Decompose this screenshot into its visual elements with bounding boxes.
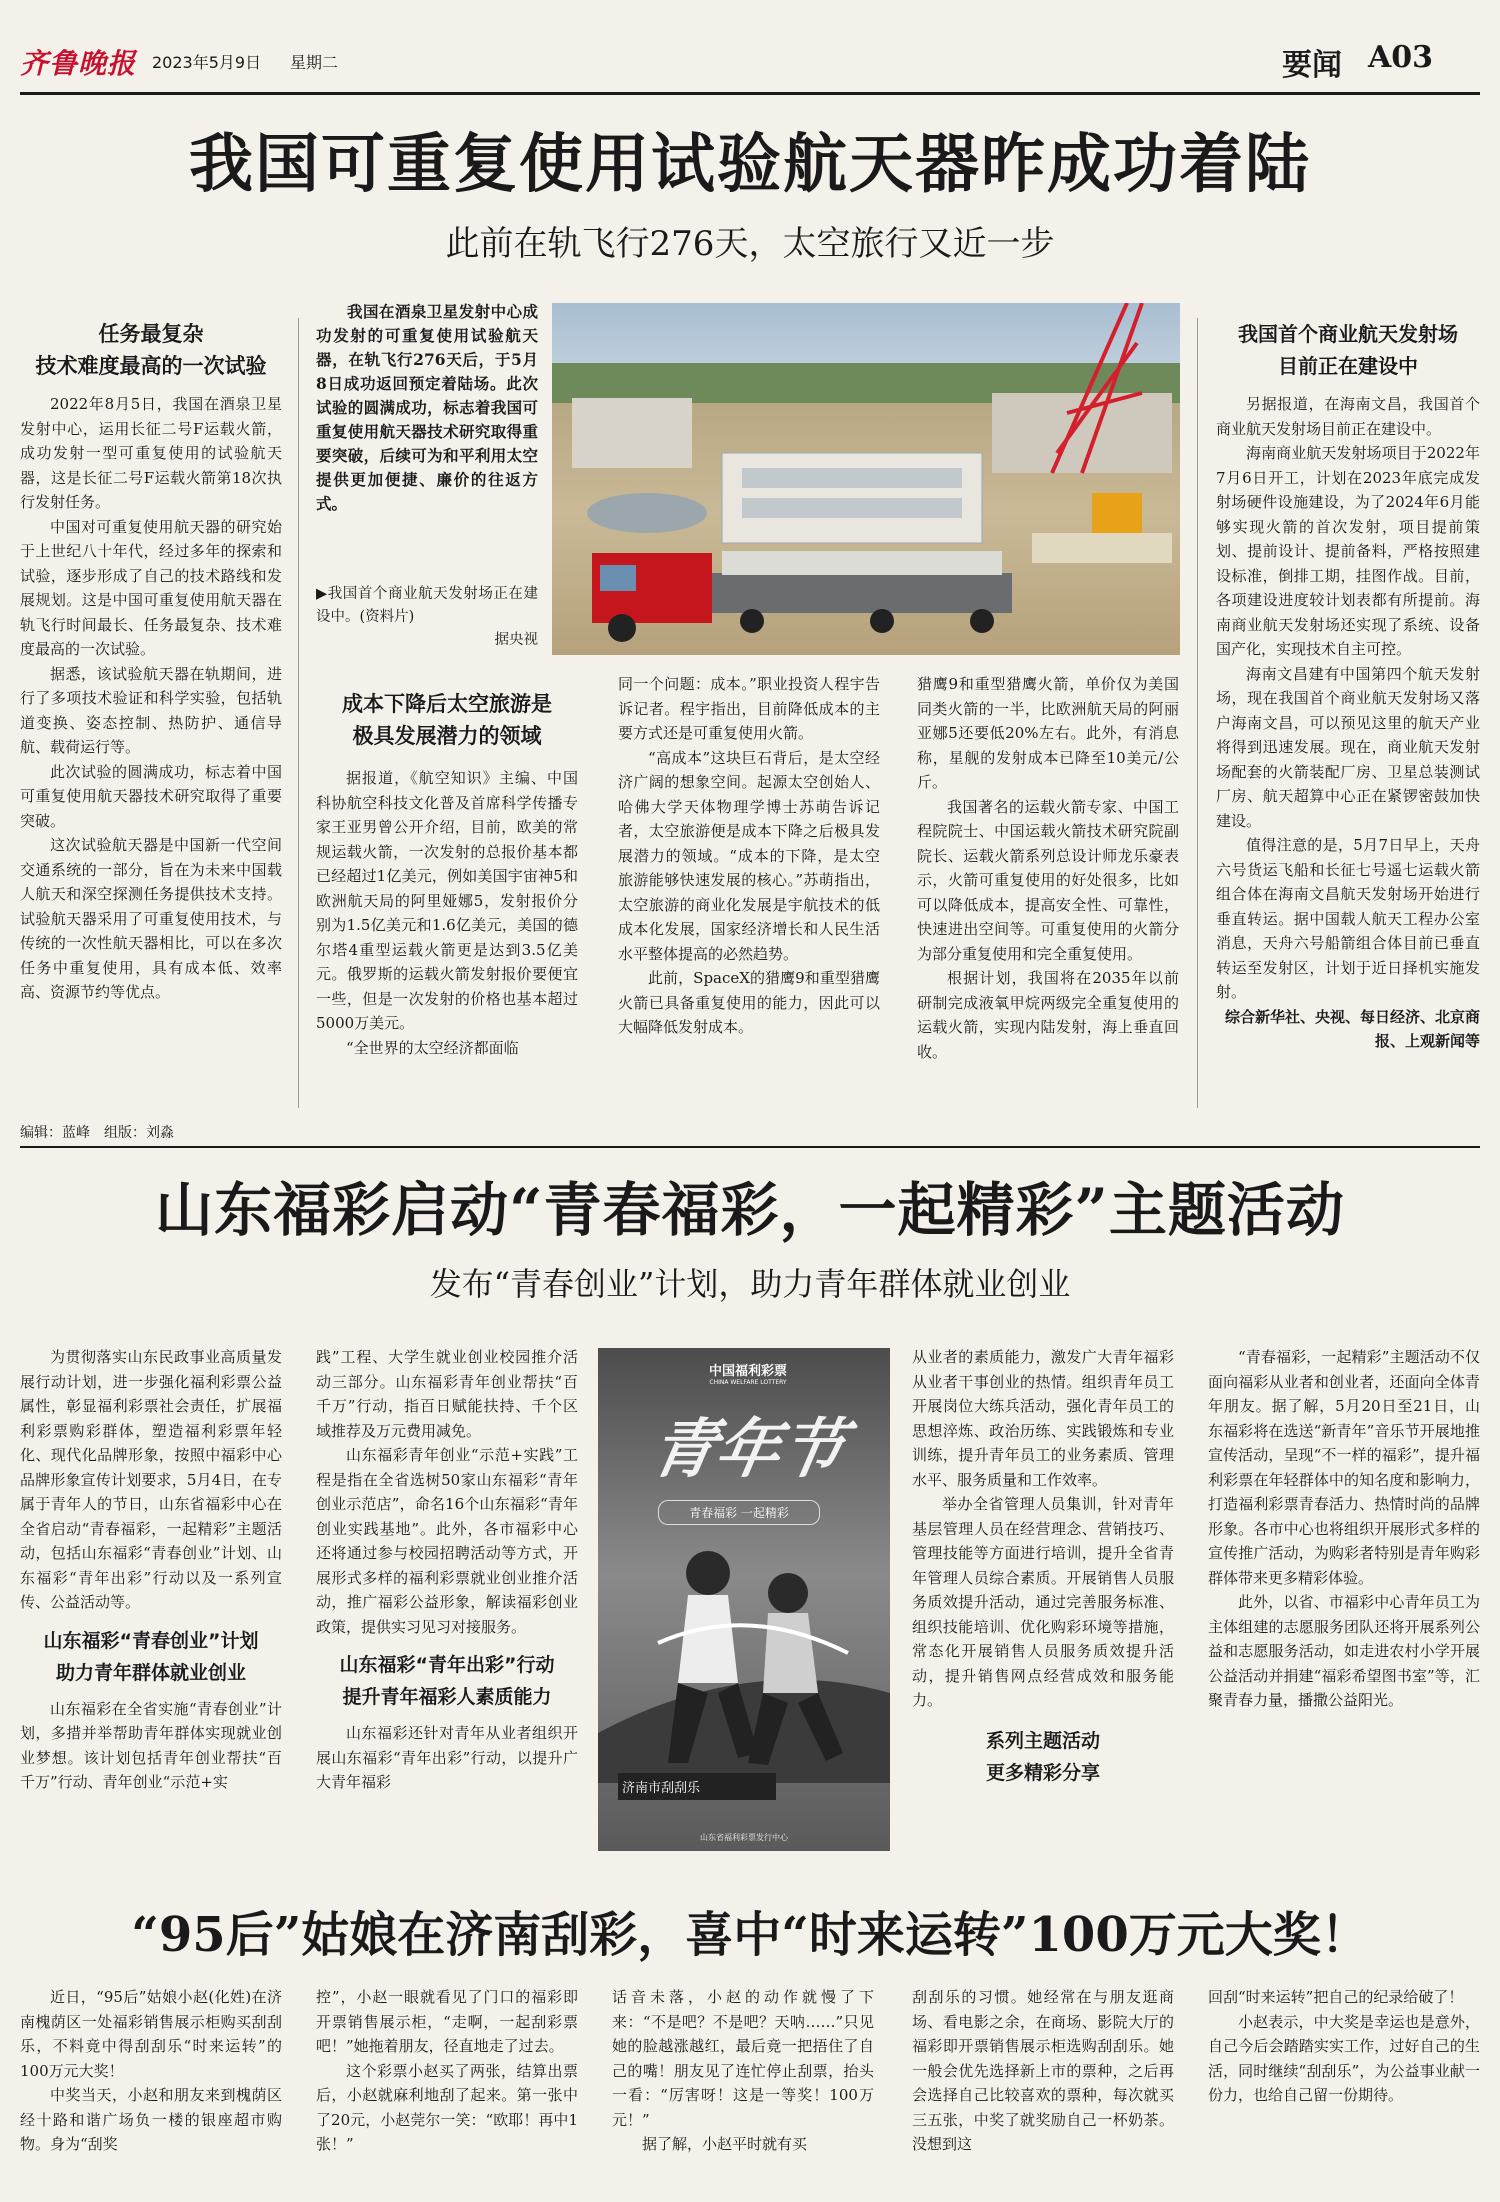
story2-col3 xyxy=(912,1345,1174,1789)
masthead xyxy=(20,30,1480,92)
story1-caption-text: ▶我国首个商业航天发射场正在建设中。(资料片) xyxy=(316,586,538,625)
story1-col5-para: 另据报道，在海南文昌，我国首个商业航天发射场目前正在建设中。 xyxy=(1216,395,1480,438)
story2-col1-subhead-2: 助力青年群体就业创业 xyxy=(55,1661,246,1684)
story3-col4-para: 刮刮乐的习惯。她经常在与朋友逛商场、看电影之余，在商场、影院大厅的福彩即开票销售展示柜选购刮刮乐。她一般会优先选择新上市的票种，之后再会选择自己比较喜欢的票种，每次就买三五张，中奖了就奖励自己一杯奶茶。没想到这 xyxy=(912,1988,1174,2153)
story1-col1 xyxy=(20,318,282,1005)
editor-line: 编辑：蓝峰 组版：刘淼 xyxy=(20,1125,174,1141)
issue-date: 2023年5月9日 xyxy=(152,53,262,72)
story2-col1-para: 山东福彩在全省实施“青春创业”计划，多措并举帮助青年群体实现就业创业梦想。该计划包括青年创业帮扶“百千万”行动、青年创业“示范+实 xyxy=(20,1699,282,1791)
story2-col3-para: 从业者的素质能力，激发广大青年福彩从业者干事创业的热情。组织青年员工开展岗位大练兵活动，强化青年员工的思想淬炼、政治历练、实践锻炼和专业训练，提升青年员工的业务素质、管理水平、服务质量和工作效率。 xyxy=(912,1348,1174,1489)
poster-logo-en: CHINA WELFARE LOTTERY xyxy=(709,1379,787,1386)
running-youth-illustration-icon xyxy=(598,1533,890,1783)
story1-col5-para: 值得注意的是，5月7日早上，天舟六号货运飞船和长征七号遥七运载火箭组合体在海南文昌航天发射场开始进行垂直转运。据中国载人航天工程办公室消息，天舟六号船箭组合体目前已垂直转运至发射区，计划于近日择机实施发射。 xyxy=(1216,836,1480,1001)
story1-col2-para: 据报道，《航空知识》主编、中国科协航空科技文化普及首席科学传播专家王亚男曾公开介绍，目前，欧美的常规运载火箭，一次发射的总报价基本都已经超过1亿美元，例如美国宇宙神5和欧洲航天局的阿里娅娜5，发射报价分别为1.5亿美元和1.6亿美元，美国的德尔塔4重型运载火箭更是达到3.5亿美元。俄罗斯的运载火箭发射报价要便宜一些，但是一次发射的价格也基本超过5000万美元。 xyxy=(316,769,578,1032)
poster-tag: 青春福彩 一起精彩 xyxy=(658,1500,820,1525)
story3-headline: “95后”姑娘在济南刮彩，喜中“时来运转”100万元大奖！ xyxy=(131,1907,1369,1963)
story1-deck: 此前在轨飞行276天，太空旅行又近一步 xyxy=(445,224,1055,264)
story1-col1-para: 中国对可重复使用航天器的研究始于上世纪八十年代，经过多年的探索和试验，逐步形成了自己的技术路线和发展规划。这是中国可重复使用航天器在轨飞行时间最长、任务最复杂、技术难度最高的一次试验。 xyxy=(20,517,282,658)
page-number: A03 xyxy=(1368,40,1434,75)
story1-col3-para: 同一个问题：成本。”职业投资人程宇告诉记者。程宇指出，目前降低成本的主要方式还是可重复使用火箭。 xyxy=(618,675,880,742)
story1-col5-subhead: 我国首个商业航天发射场 xyxy=(1238,322,1458,346)
story1-col3-para: “高成本”这块巨石背后，是太空经济广阔的想象空间。起源太空创始人、哈佛大学天体物理学博士苏萌告诉记者，太空旅游便是成本下降之后极具发展潜力的领域。“成本的下降，是太空旅游能够快速发展的核心。”苏萌指出，太空旅游的商业化发展是宇航技术的低成本化发展，国家经济增长和人民生活水平整体提高的必然趋势。 xyxy=(618,748,880,963)
story3-col5 xyxy=(1208,1985,1480,2108)
story1-col4-para: 猎鹰9和重型猎鹰火箭，单价仅为美国同类火箭的一半，比欧洲航天局的阿丽亚娜5还要低20%左右。此外，有消息称，星舰的发射成本已降至10美元/公斤。 xyxy=(917,675,1179,791)
youth-day-poster xyxy=(598,1348,890,1851)
story1-col1-subhead-2: 技术难度最高的一次试验 xyxy=(35,354,267,378)
masthead-rule xyxy=(20,92,1480,95)
story3-col5-para: 小赵表示，中大奖是幸运也是意外，自己今后会踏踏实实工作，过好自己的生活，同时继续“刮刮乐”，为公益事业献一份力，也给自己留一份期待。 xyxy=(1208,2012,1480,2104)
story2-col1-para: 为贯彻落实山东民政事业高质量发展行动计划，进一步强化福利彩票公益属性，彰显福利彩票社会责任，扩展福利彩票购彩群体，塑造福利彩票年轻化、现代化品牌形象，按照中福彩中心品牌形象宣传计划要求，5月4日，在专属于青年人的节日，山东省福彩中心在全省启动“青春福彩，一起精彩”主题活动，包括山东福彩“青春创业”计划、山东福彩“青年出彩”行动以及一系列宣传、公益活动等。 xyxy=(20,1348,282,1611)
story1-col5-para: 海南文昌建有中国第四个航天发射场，现在我国首个商业航天发射场又落户海南文昌，可以预见这里的航天产业将得到迅速发展。现在，商业航天发射场配套的火箭装配厂房、卫星总装测试厂房、航天超算中心正在紧锣密鼓加快建设。 xyxy=(1216,664,1480,830)
story2-col2-subhead-2: 提升青年福彩人素质能力 xyxy=(342,1686,552,1708)
story1-col4 xyxy=(917,672,1179,1064)
story1-lead-text: 我国在酒泉卫星发射中心成功发射的可重复使用试验航天器，在轨飞行276天后，于5月8日成功返回预定着陆场。此次试验的圆满成功，标志着我国可重复使用航天器技术研究取得重要突破，后续可为和平利用太空提供更加便捷、廉价的往返方式。 xyxy=(316,302,538,513)
story1-col3-para: 此前，SpaceX的猎鹰9和重型猎鹰火箭已具备重复使用的能力，因此可以大幅降低发射成本。 xyxy=(618,969,880,1036)
story1-col4-para: 根据计划，我国将在2035年以前研制完成液氧甲烷两级完全重复使用的运载火箭，实现内陆发射，海上垂直回收。 xyxy=(917,969,1179,1061)
story3-col5-para: 回刮“时来运转”把自己的纪录给破了！ xyxy=(1208,1988,1464,2006)
story1-col2-subhead-2: 极具发展潜力的领域 xyxy=(352,724,542,748)
story1-caption xyxy=(316,583,538,652)
column-divider xyxy=(1197,318,1198,1108)
construction-scene-icon xyxy=(552,303,1180,655)
story1-col2 xyxy=(316,688,578,1060)
section-name: 要闻 xyxy=(1282,48,1342,83)
story1-lead xyxy=(316,300,538,516)
column-divider xyxy=(298,318,299,1108)
story2-deck: 发布“青春创业”计划，助力青年群体就业创业 xyxy=(429,1265,1071,1303)
story2-col3-subhead: 系列主题活动 xyxy=(985,1729,1100,1752)
story1-col5-para: 海南商业航天发射场项目于2022年7月6日开工，计划在2023年底完成发射场硬件设施建设，为了2024年6月能够实现火箭的首次发射，项目提前策划、提前设计、提前备料，严格按照建设标准，倒排工期，挂图作战。目前，各项建设进度较计划表都有所提前。海南商业航天发射场还实现了系统、设备国产化，实现技术自主可控。 xyxy=(1216,444,1480,658)
poster-title: 青年节 xyxy=(645,1412,851,1487)
story2-col3-subhead-2: 更多精彩分享 xyxy=(985,1761,1100,1784)
story2-col2 xyxy=(316,1345,578,1795)
story2-col1 xyxy=(20,1345,282,1795)
poster-bottom: 山东省福利彩票发行中心 xyxy=(700,1833,788,1842)
launch-site-photo xyxy=(552,303,1180,655)
story2-col2-para: 山东福彩青年创业“示范+实践”工程是指在全省选树50家山东福彩“青年创业示范店”，命名16个山东福彩“青年创业实践基地”。此外，各市福彩中心还将通过参与校园招聘活动等方式，开展形式多样的福利彩票就业创业推介活动，推广福彩公益形象，解读福彩创业政策，提供实习见习对接服务。 xyxy=(316,1446,578,1636)
story1-caption-credit: 据央视 xyxy=(494,632,538,648)
story2-col2-subhead: 山东福彩“青年出彩”行动 xyxy=(339,1654,555,1676)
story2-col2-para: 践”工程、大学生就业创业校园推介活动三部分。山东福彩青年创业帮扶“百千万”行动，指百日赋能扶持、千个区域推荐及万元费用减免。 xyxy=(316,1348,578,1440)
poster-logo-cn: 中国福利彩票 xyxy=(708,1364,787,1379)
story3-col2-para: 控”，小赵一眼就看见了门口的福彩即开票销售展示柜，“走啊，一起刮彩票吧！”她拖着朋友，径直地走了过去。 xyxy=(316,1988,578,2055)
story1-col4-para: 我国著名的运载火箭专家、中国工程院院士、中国运载火箭技术研究院副院长、运载火箭系列总设计师龙乐豪表示，火箭可重复使用的好处很多，比如可以降低成本，提高安全性、可靠性，快速进出空间等。可重复使用的火箭分为部分重复使用和完全重复使用。 xyxy=(917,797,1179,963)
story1-col1-subhead: 任务最复杂 xyxy=(98,322,204,346)
story3-col2 xyxy=(316,1985,578,2157)
story3-col1-para: 近日，“95后”姑娘小赵(化姓)在济南槐荫区一处福彩销售展示柜购买刮刮乐，不料竟中得刮刮乐“时来运转”的100万元大奖！ xyxy=(20,1988,282,2080)
story2-col1-subhead: 山东福彩“青春创业”计划 xyxy=(43,1629,259,1652)
story1-col1-para: 此次试验的圆满成功，标志着中国可重复使用航天器技术研究取得了重要突破。 xyxy=(20,762,282,830)
story2-col4-para: 此外，以省、市福彩中心青年员工为主体组建的志愿服务团队还将开展系列公益和志愿服务活动，如走进农村小学开展公益活动并捐建“福彩希望图书室”等，汇聚青春力量，播撒公益阳光。 xyxy=(1208,1593,1480,1709)
story2-col3-para: 举办全省管理人员集训，针对青年基层管理人员在经营理念、营销技巧、管理技能等方面进行培训，提升全省青年管理人员综合素质。开展销售人员服务质效提升活动，通过完善服务标准、组织技能培训、优化购彩环境等措施，常态化开展销售人员服务质效提升活动，提升销售网点经营成效和服务能力。 xyxy=(912,1495,1174,1709)
story2-col2-para: 山东福彩还针对青年从业者组织开展山东福彩“青年出彩”行动，以提升广大青年福彩 xyxy=(316,1724,578,1791)
story3-col1-para: 中奖当天，小赵和朋友来到槐荫区经十路和谐广场负一楼的银座超市购物。身为“刮奖 xyxy=(20,2086,282,2153)
story2-col4-para: “青春福彩，一起精彩”主题活动不仅面向福彩从业者和创业者，还面向全体青年朋友。据了解，5月20日至21日，山东福彩将在选送“新青年”音乐节开展地推宣传活动，呈现“不一样的福彩”，提升福利彩票在年轻群体中的知名度和影响力，打造福利彩票青春活力、热情时尚的品牌形象。各市中心也将组织开展形式多样的宣传推广活动，为购彩者特别是青年购彩群体带来更多精彩体验。 xyxy=(1208,1348,1480,1587)
story2-col4 xyxy=(1208,1345,1480,1713)
story3-col3-para: 话音未落，小赵的动作就慢了下来：“不是吧？不是吧？天呐……”只见她的脸越涨越红，最后竟一把捂住了自己的嘴！朋友见了连忙停止刮票，抬头一看：“厉害呀！这是一等奖！100万元！” xyxy=(612,1988,874,2129)
story3-col2-para: 这个彩票小赵买了两张，结算出票后，小赵就麻利地刮了起来。第一张中了20元，小赵莞尔一笑：“欧耶！再中1张！” xyxy=(316,2061,578,2153)
story3-col3-para: 据了解，小赵平时就有买 xyxy=(642,2135,808,2153)
poster-logo xyxy=(638,1360,858,1386)
story1-col3 xyxy=(618,672,880,1040)
story2-headline: 山东福彩启动“青春福彩，一起精彩”主题活动 xyxy=(155,1176,1345,1244)
story1-col2-subhead: 成本下降后太空旅游是 xyxy=(342,692,552,716)
story1-col5 xyxy=(1216,318,1480,1054)
section-rule xyxy=(20,1146,1480,1148)
story1-col1-para: 据悉，该试验航天器在轨期间，进行了多项技术验证和科学实验，包括轨道变换、姿态控制、热防护、通信导航、载荷运行等。 xyxy=(20,664,282,756)
story1-col5-credit: 综合新华社、央视、每日经济、北京商报、上观新闻等 xyxy=(1224,1007,1480,1050)
story1-col2-para: “全世界的太空经济都面临 xyxy=(346,1038,519,1057)
story1-headline: 我国可重复使用试验航天器昨成功着陆 xyxy=(189,127,1311,202)
story3-col1 xyxy=(20,1985,282,2157)
issue-weekday: 星期二 xyxy=(290,53,339,72)
story3-col4 xyxy=(912,1985,1174,2157)
story1-col1-para: 这次试验航天器是中国新一代空间交通系统的一部分，旨在为未来中国载人航天和深空探测任务提供技术支持。试验航天器采用了可重复使用技术，与传统的一次性航天器相比，可以在多次任务中重复使用，具有成本低、效率高、资源节约等优点。 xyxy=(20,836,282,1001)
paper-logo: 齐鲁晚报 xyxy=(20,47,137,80)
story1-col5-subhead-2: 目前正在建设中 xyxy=(1278,354,1418,378)
story1-col1-para: 2022年8月5日，我国在酒泉卫星发射中心，运用长征二号F运载火箭，成功发射一型可重复使用的试验航天器，这是长征二号F运载火箭第18次执行发射任务。 xyxy=(20,395,282,511)
poster-sign: 济南市刮刮乐 xyxy=(618,1773,776,1800)
story3-col3 xyxy=(612,1985,874,2157)
